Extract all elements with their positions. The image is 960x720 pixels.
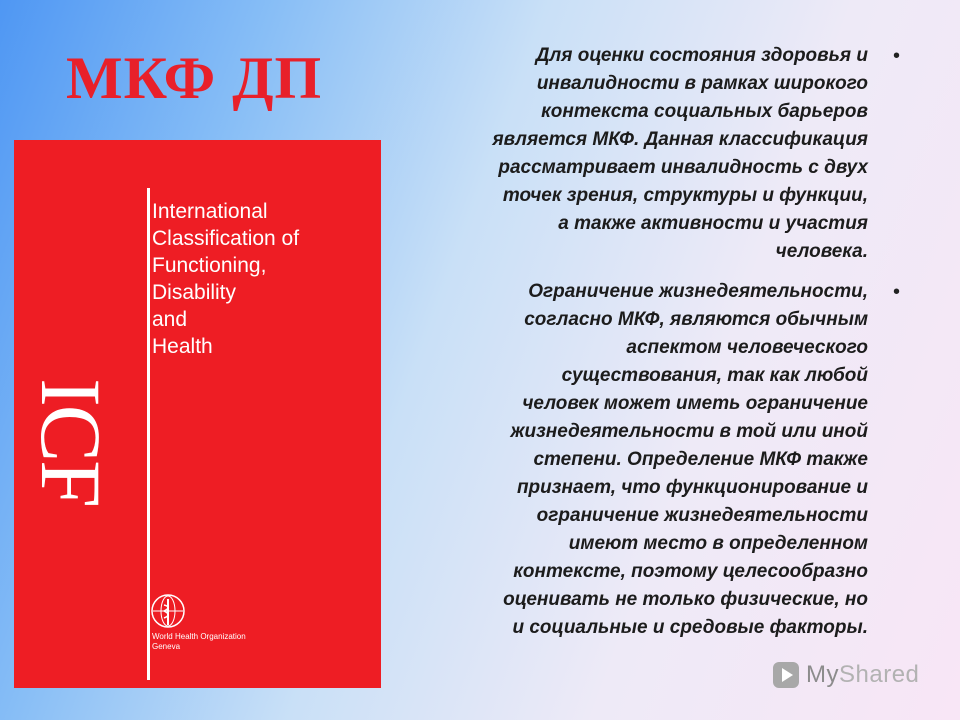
bullet-item — [390, 278, 900, 642]
bullet-line: Для оценки состояния здоровья и — [535, 45, 868, 66]
bullet-item — [390, 42, 900, 266]
publisher-line: World Health Organization — [152, 632, 246, 641]
bullet-text — [390, 42, 868, 266]
slide-title: МКФ ДП — [66, 45, 323, 111]
play-icon — [772, 661, 800, 689]
bullet-line: степени. Определение МКФ также — [533, 449, 868, 470]
cover-title-line: Classification of — [152, 227, 300, 250]
bullet-line: а также активности и участия — [558, 213, 868, 234]
bullet-list — [390, 42, 900, 654]
bullet-line: точек зрения, структуры и функции, — [502, 185, 868, 206]
bullet-line: жизнедеятельности в той или иной — [510, 421, 868, 442]
bullet-marker: • — [892, 45, 900, 67]
bullet-line: согласно МКФ, являются обычным — [524, 309, 868, 330]
bullet-line: Ограничение жизнедеятельности, — [528, 281, 868, 302]
cover-title-line: and — [152, 308, 188, 331]
cover-book-title — [152, 198, 374, 360]
publisher-line: Geneva — [152, 642, 181, 651]
cover-title-line: Functioning, — [152, 254, 267, 277]
bullet-line: имеют место в определенном — [568, 533, 868, 554]
cover-title-line: International — [152, 200, 268, 223]
bullet-line: аспектом человеческого — [626, 337, 868, 358]
bullet-text — [390, 278, 868, 642]
bullet-line: человека. — [775, 241, 868, 262]
cover-title-line: Health — [152, 335, 213, 358]
publisher-text — [152, 632, 246, 652]
bullet-marker: • — [892, 281, 900, 303]
bullet-line: контексте, поэтому целесообразно — [513, 561, 868, 582]
bullet-line: является МКФ. Данная классификация — [492, 129, 868, 150]
bullet-line: человек может иметь ограничение — [522, 393, 868, 414]
watermark-brand-main: My — [806, 661, 839, 688]
who-emblem-icon — [150, 593, 186, 629]
bullet-line: рассматривает инвалидность с двух — [498, 157, 868, 178]
bullet-line: оценивать не только физические, но — [503, 589, 868, 610]
bullet-line: существования, так как любой — [561, 365, 868, 386]
bullet-line: инвалидности в рамках широкого — [536, 73, 868, 94]
cover-title-line: Disability — [152, 281, 237, 304]
watermark-brand-rest: Shared — [839, 661, 920, 688]
bullet-line: контекста социальных барьеров — [541, 101, 868, 122]
watermark-text — [806, 661, 919, 689]
bullet-line: и социальные и средовые факторы. — [512, 617, 868, 638]
icf-book-cover — [14, 140, 381, 688]
myshared-watermark — [772, 660, 919, 690]
bullet-line: ограничение жизнедеятельности — [536, 505, 868, 526]
bullet-line: признает, что функционирование и — [516, 477, 868, 498]
icf-logo-text: ICF — [23, 378, 119, 506]
